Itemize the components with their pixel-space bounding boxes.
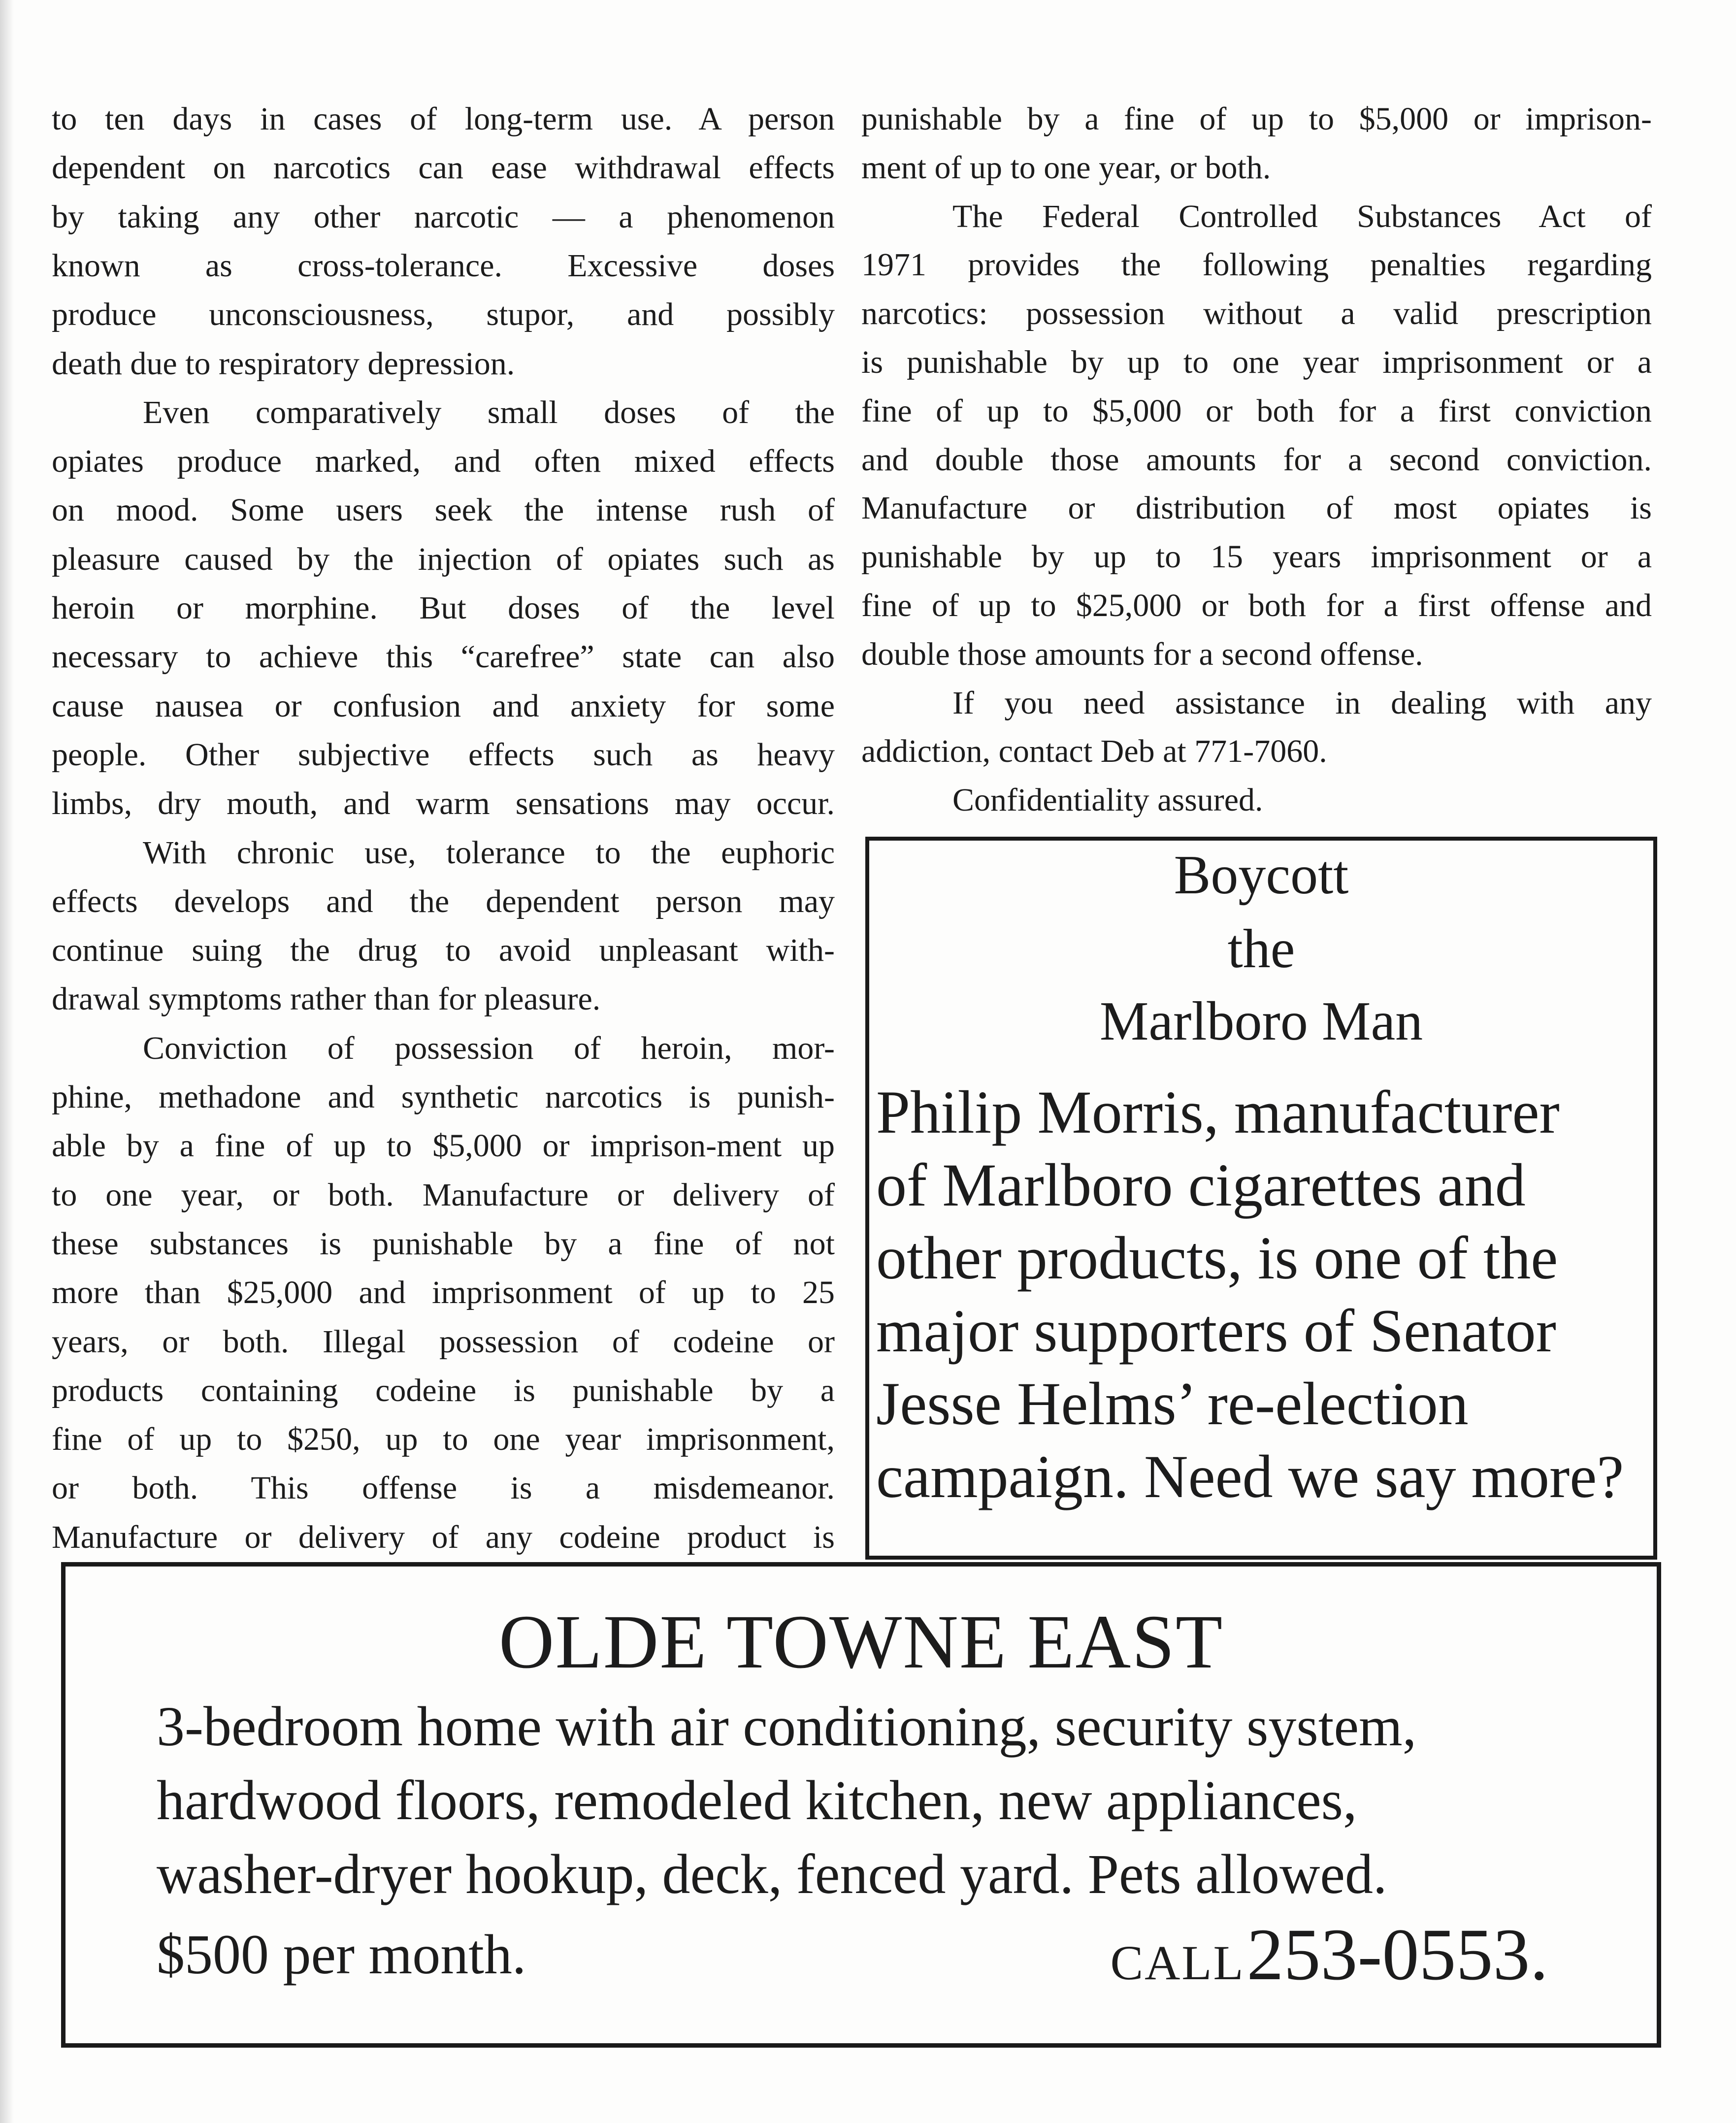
text-line: pleasure caused by the injection of opiates such as <box>52 541 835 577</box>
scan-edge-shadow <box>0 0 14 2123</box>
text-line: opiates produce marked, and often mixed effects <box>52 443 835 480</box>
text-line: narcotics: possession without a valid prescription <box>861 295 1652 332</box>
boycott-box <box>865 837 1657 1560</box>
text-line: able by a fine of up to $5,000 or imprison-ment up <box>52 1128 835 1164</box>
text-line: cause nausea or confusion and anxiety for some <box>52 687 835 724</box>
text-line: With chronic use, tolerance to the euphoric <box>143 834 835 871</box>
boycott-body-line: major supporters of Senator <box>876 1297 1556 1365</box>
phone-number: 253-0553. <box>1246 1914 1548 1995</box>
text-line: or both. This offense is a misdemeanor. <box>52 1470 835 1506</box>
text-line: known as cross-tolerance. Excessive doses <box>52 247 835 284</box>
boycott-title-line: Boycott <box>1174 845 1349 906</box>
boycott-title-line: the <box>1227 918 1295 980</box>
text-line: Conviction of possession of heroin, mor- <box>143 1030 835 1066</box>
text-line: on mood. Some users seek the intense rush of <box>52 492 835 528</box>
text-line: more than $25,000 and imprisonment of up to 25 <box>52 1274 835 1311</box>
text-line: fine of up to $25,000 or both for a first offense and <box>861 588 1652 623</box>
rental-ad-box <box>61 1562 1661 2048</box>
text-line: drawal symptoms rather than for pleasure. <box>52 981 601 1017</box>
boycott-body-line: Jesse Helms’ re-election <box>876 1370 1469 1437</box>
ad-body-line: hardwood floors, remodeled kitchen, new appliances, <box>157 1769 1357 1831</box>
text-line: fine of up to $250, up to one year imprisonment, <box>52 1421 835 1458</box>
text-line: limbs, dry mouth, and warm sensations may occur. <box>52 785 835 822</box>
text-line: Manufacture or delivery of any codeine product is <box>52 1519 835 1555</box>
text-line: to one year, or both. Manufacture or delivery of <box>52 1176 835 1213</box>
text-line: by taking any other narcotic — a phenomenon <box>52 198 835 235</box>
text-line: is punishable by up to one year imprisonment or a <box>861 344 1652 380</box>
text-line: and double those amounts for a second conviction. <box>861 441 1652 478</box>
text-line: punishable by a fine of up to $5,000 or imprison- <box>861 101 1652 137</box>
text-line: Confidentiality assured. <box>952 782 1263 818</box>
text-line: phine, methadone and synthetic narcotics is punish- <box>52 1079 835 1115</box>
text-line: dependent on narcotics can ease withdrawal effects <box>52 150 835 186</box>
ad-body-line: 3-bedroom home with air conditioning, security system, <box>157 1695 1417 1758</box>
text-line: ment of up to one year, or both. <box>861 149 1271 186</box>
call-label: CALL <box>1110 1935 1245 1990</box>
ad-price: $500 per month. <box>157 1923 526 1986</box>
text-line: years, or both. Illegal possession of codeine or <box>52 1323 835 1360</box>
text-line: double those amounts for a second offense. <box>861 636 1423 672</box>
boycott-body-line: other products, is one of the <box>876 1224 1558 1292</box>
text-line: these substances is punishable by a fine of not <box>52 1225 835 1262</box>
text-line: heroin or morphine. But doses of the level <box>52 590 835 626</box>
boycott-title-line: Marlboro Man <box>1099 991 1423 1052</box>
text-line: produce unconsciousness, stupor, and possibly <box>52 296 835 333</box>
ad-call <box>1110 1913 1548 2019</box>
text-line: necessary to achieve this “carefree” state can also <box>52 639 835 675</box>
text-line: addiction, contact Deb at 771-7060. <box>861 733 1327 770</box>
ad-title: OLDE TOWNE EAST <box>498 1599 1224 1684</box>
ad-body-line: washer-dryer hookup, deck, fenced yard. Pets allowed. <box>157 1843 1387 1905</box>
text-line: products containing codeine is punishable by a <box>52 1372 835 1408</box>
text-line: people. Other subjective effects such as heavy <box>52 736 835 773</box>
text-line: 1971 provides the following penalties regarding <box>861 247 1652 283</box>
text-line: fine of up to $5,000 or both for a first conviction <box>861 392 1652 429</box>
text-line: continue suing the drug to avoid unpleasant with- <box>52 932 835 969</box>
boycott-body-line: of Marlboro cigarettes and <box>876 1151 1526 1219</box>
text-line: effects develops and the dependent person may <box>52 883 835 919</box>
boycott-body-line: campaign. Need we say more? <box>876 1443 1624 1510</box>
text-line: If you need assistance in dealing with any <box>952 685 1652 721</box>
text-line: punishable by up to 15 years imprisonment or a <box>861 539 1652 575</box>
text-line: Even comparatively small doses of the <box>143 394 835 430</box>
boycott-body-line: Philip Morris, manufacturer <box>876 1078 1560 1146</box>
text-line: Manufacture or distribution of most opiates is <box>861 490 1652 526</box>
text-line: death due to respiratory depression. <box>52 345 515 382</box>
text-line: The Federal Controlled Substances Act of <box>952 198 1652 234</box>
text-line: to ten days in cases of long-term use. A person <box>52 101 835 137</box>
